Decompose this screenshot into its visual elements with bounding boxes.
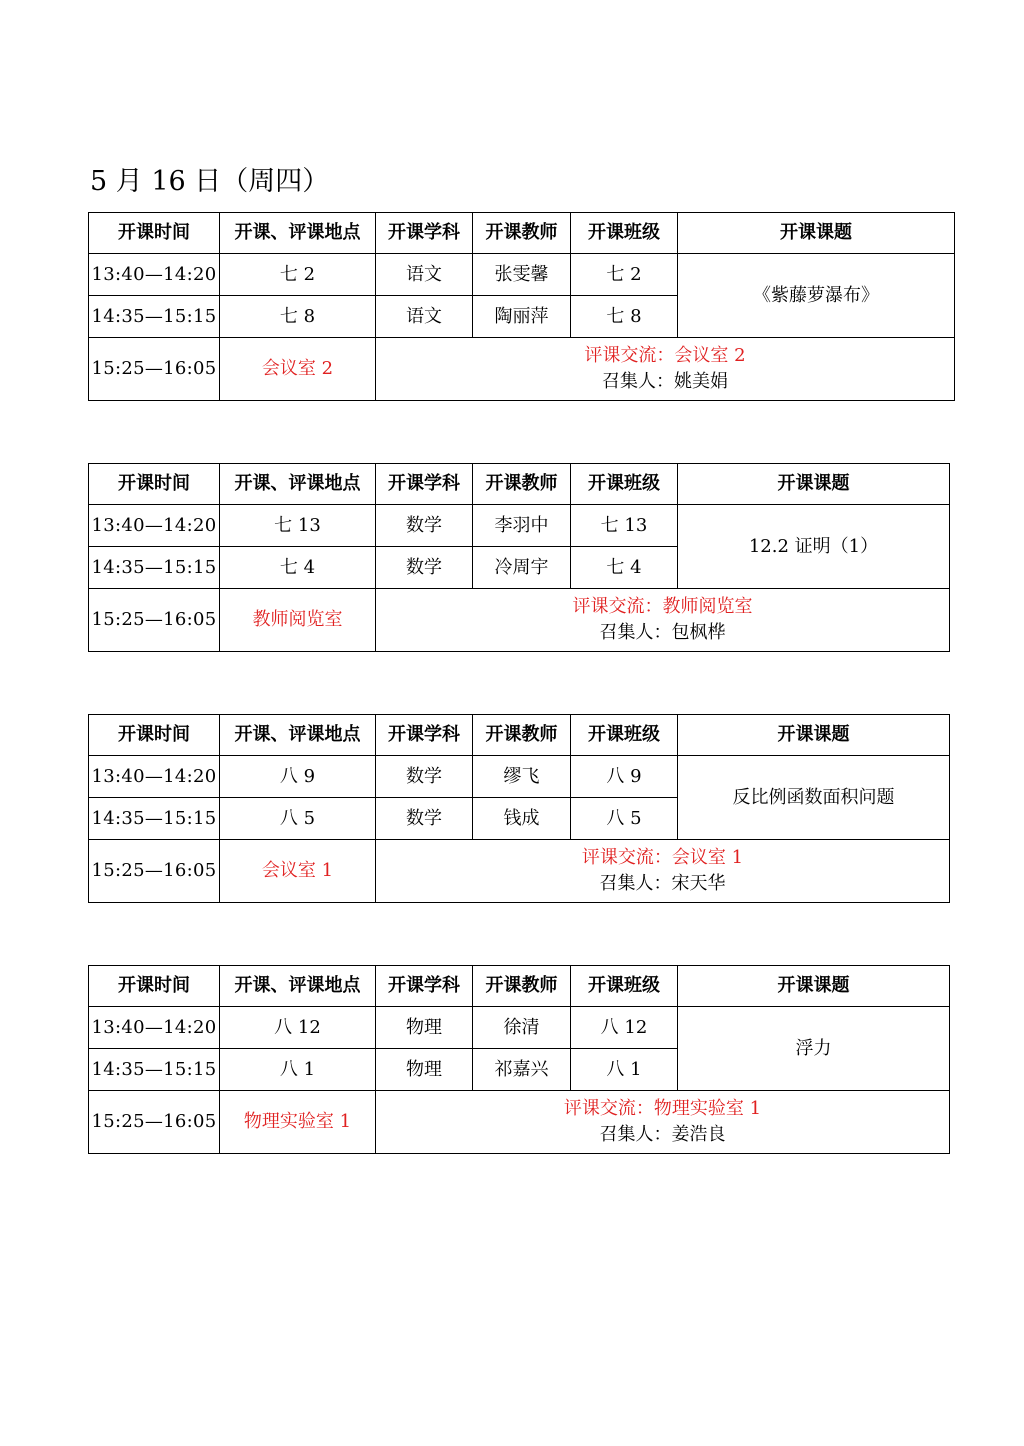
schedule-table-2 [88,463,950,652]
review-row [89,840,950,903]
schedule-table-4 [88,965,950,1154]
cell-place: 七 4 [220,547,376,589]
header-topic: 开课课题 [678,966,950,1007]
schedule-table-3 [88,714,950,903]
cell-subject: 数学 [376,798,473,840]
cell-subject: 数学 [376,756,473,798]
cell-subject: 物理 [376,1007,473,1049]
cell-topic: 《紫藤萝瀑布》 [678,254,955,338]
review-exchange: 评课交流：会议室 2 [584,345,746,366]
cell-teacher: 徐清 [473,1007,571,1049]
cell-place: 八 9 [220,756,376,798]
cell-subject: 语文 [376,254,473,296]
cell-review-place: 物理实验室 1 [220,1091,376,1154]
header-subject: 开课学科 [376,715,473,756]
cell-teacher: 陶丽萍 [473,296,571,338]
cell-time: 14:35—15:15 [89,798,220,840]
cell-time: 14:35—15:15 [89,1049,220,1091]
review-row [89,338,955,401]
cell-review-info [376,338,955,401]
cell-place: 七 2 [220,254,376,296]
cell-place: 七 13 [220,505,376,547]
header-time: 开课时间 [89,966,220,1007]
header-topic: 开课课题 [678,213,955,254]
cell-teacher: 李羽中 [473,505,571,547]
header-teacher: 开课教师 [473,966,571,1007]
header-topic: 开课课题 [678,464,950,505]
cell-teacher: 祁嘉兴 [473,1049,571,1091]
cell-time: 14:35—15:15 [89,296,220,338]
review-row [89,589,950,652]
header-row [89,464,950,505]
cell-class: 八 5 [571,798,678,840]
cell-class: 七 13 [571,505,678,547]
cell-review-place: 会议室 1 [220,840,376,903]
header-time: 开课时间 [89,715,220,756]
cell-time: 14:35—15:15 [89,547,220,589]
cell-review-time: 15:25—16:05 [89,589,220,652]
table-row [89,756,950,798]
schedule-table-1 [88,212,955,401]
header-row [89,715,950,756]
cell-review-time: 15:25—16:05 [89,1091,220,1154]
header-class: 开课班级 [571,213,678,254]
review-convener: 召集人：姜浩良 [599,1124,726,1145]
table-row [89,254,955,296]
cell-teacher: 缪飞 [473,756,571,798]
cell-time: 13:40—14:20 [89,505,220,547]
cell-subject: 语文 [376,296,473,338]
header-place: 开课、评课地点 [220,966,376,1007]
cell-subject: 数学 [376,547,473,589]
cell-review-info [376,840,950,903]
cell-review-info [376,1091,950,1154]
header-teacher: 开课教师 [473,213,571,254]
cell-time: 13:40—14:20 [89,254,220,296]
review-convener: 召集人：宋天华 [599,873,726,894]
header-row [89,966,950,1007]
header-place: 开课、评课地点 [220,464,376,505]
review-row [89,1091,950,1154]
cell-teacher: 钱成 [473,798,571,840]
cell-teacher: 张雯馨 [473,254,571,296]
cell-review-place: 教师阅览室 [220,589,376,652]
cell-class: 八 9 [571,756,678,798]
cell-class: 七 2 [571,254,678,296]
cell-subject: 物理 [376,1049,473,1091]
header-time: 开课时间 [89,213,220,254]
header-place: 开课、评课地点 [220,213,376,254]
header-place: 开课、评课地点 [220,715,376,756]
header-subject: 开课学科 [376,213,473,254]
cell-topic: 12.2 证明（1） [678,505,950,589]
cell-time: 13:40—14:20 [89,1007,220,1049]
review-exchange: 评课交流：会议室 1 [581,847,744,868]
cell-time: 13:40—14:20 [89,756,220,798]
header-teacher: 开课教师 [473,715,571,756]
cell-place: 八 12 [220,1007,376,1049]
cell-subject: 数学 [376,505,473,547]
review-exchange: 评课交流：教师阅览室 [572,596,753,617]
header-subject: 开课学科 [376,966,473,1007]
cell-topic: 浮力 [678,1007,950,1091]
table-row [89,1007,950,1049]
header-time: 开课时间 [89,464,220,505]
cell-review-time: 15:25—16:05 [89,840,220,903]
header-class: 开课班级 [571,966,678,1007]
cell-class: 八 1 [571,1049,678,1091]
header-topic: 开课课题 [678,715,950,756]
header-class: 开课班级 [571,715,678,756]
cell-review-info [376,589,950,652]
cell-class: 七 8 [571,296,678,338]
cell-review-time: 15:25—16:05 [89,338,220,401]
cell-teacher: 冷周宇 [473,547,571,589]
header-subject: 开课学科 [376,464,473,505]
header-teacher: 开课教师 [473,464,571,505]
cell-place: 八 1 [220,1049,376,1091]
header-class: 开课班级 [571,464,678,505]
review-convener: 召集人：姚美娟 [602,371,728,392]
table-row [89,505,950,547]
cell-class: 八 12 [571,1007,678,1049]
cell-topic: 反比例函数面积问题 [678,756,950,840]
cell-place: 七 8 [220,296,376,338]
date-heading: 5 月 16 日（周四） [90,166,330,197]
review-convener: 召集人：包枫桦 [599,622,726,643]
header-row [89,213,955,254]
cell-class: 七 4 [571,547,678,589]
cell-place: 八 5 [220,798,376,840]
review-exchange: 评课交流：物理实验室 1 [563,1098,762,1119]
cell-review-place: 会议室 2 [220,338,376,401]
